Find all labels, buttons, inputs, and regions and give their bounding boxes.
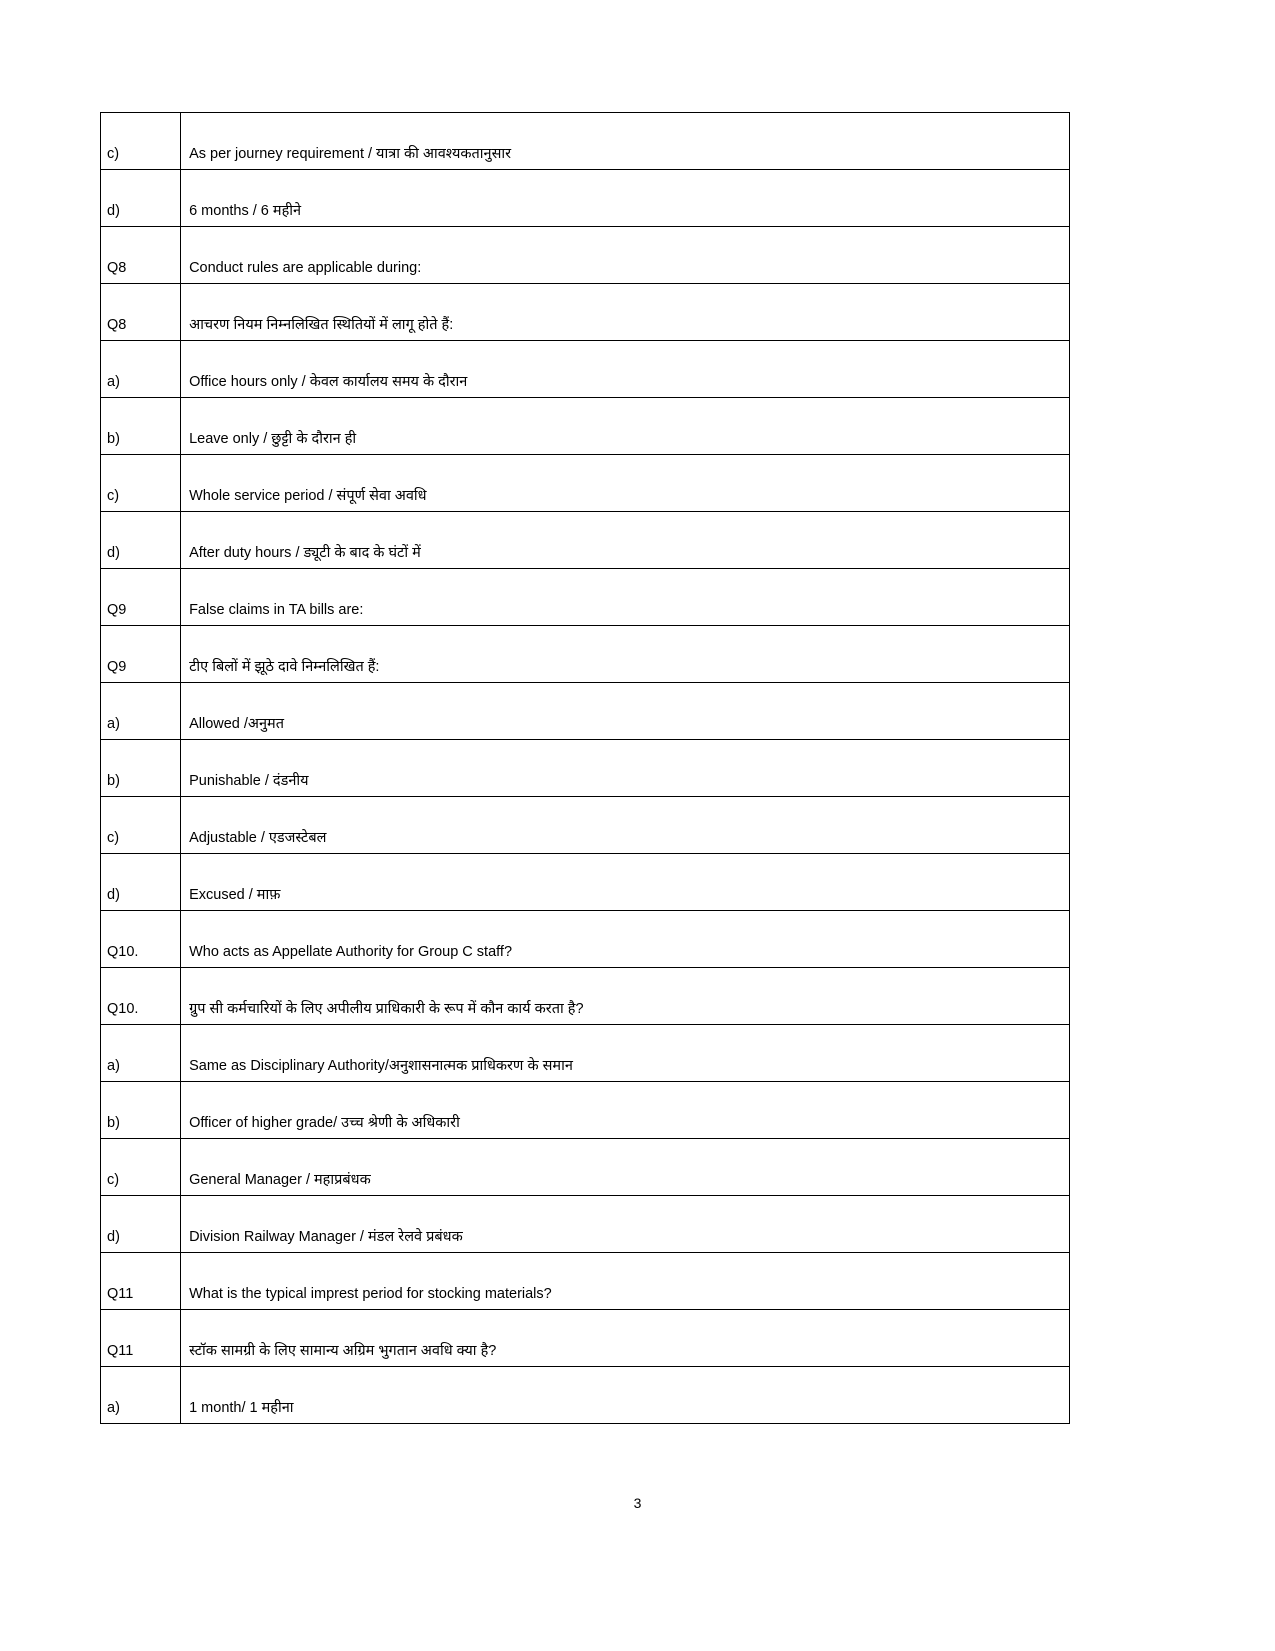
table-row	[101, 1253, 1070, 1310]
row-label: b)	[101, 1082, 181, 1139]
question-table-body	[101, 113, 1070, 1424]
row-text: 1 month/ 1 महीना	[181, 1367, 1070, 1424]
row-label: a)	[101, 341, 181, 398]
table-row	[101, 683, 1070, 740]
table-row	[101, 1310, 1070, 1367]
row-label: a)	[101, 683, 181, 740]
row-label: Q11	[101, 1310, 181, 1367]
table-row	[101, 1139, 1070, 1196]
row-text: Conduct rules are applicable during:	[181, 227, 1070, 284]
row-text: False claims in TA bills are:	[181, 569, 1070, 626]
row-text: What is the typical imprest period for stocking materials?	[181, 1253, 1070, 1310]
row-text: Whole service period / संपूर्ण सेवा अवधि	[181, 455, 1070, 512]
table-row	[101, 968, 1070, 1025]
row-text: टीए बिलों में झूठे दावे निम्नलिखित हैं:	[181, 626, 1070, 683]
row-text: आचरण नियम निम्नलिखित स्थितियों में लागू होते हैं:	[181, 284, 1070, 341]
table-row	[101, 512, 1070, 569]
table-row	[101, 854, 1070, 911]
row-text: Officer of higher grade/ उच्च श्रेणी के अधिकारी	[181, 1082, 1070, 1139]
row-label: Q8	[101, 227, 181, 284]
row-text: Same as Disciplinary Authority/अनुशासनात्मक प्राधिकरण के समान	[181, 1025, 1070, 1082]
table-row	[101, 797, 1070, 854]
row-label: a)	[101, 1367, 181, 1424]
row-text: Allowed /अनुमत	[181, 683, 1070, 740]
table-row	[101, 740, 1070, 797]
row-label: d)	[101, 512, 181, 569]
row-label: Q9	[101, 626, 181, 683]
row-text: Who acts as Appellate Authority for Group C staff?	[181, 911, 1070, 968]
row-label: d)	[101, 854, 181, 911]
table-row	[101, 170, 1070, 227]
table-row	[101, 1196, 1070, 1253]
table-row	[101, 455, 1070, 512]
row-text: ग्रुप सी कर्मचारियों के लिए अपीलीय प्राधिकारी के रूप में कौन कार्य करता है?	[181, 968, 1070, 1025]
table-row	[101, 284, 1070, 341]
question-table	[100, 112, 1070, 1424]
row-label: Q11	[101, 1253, 181, 1310]
row-label: Q10.	[101, 968, 181, 1025]
row-text: General Manager / महाप्रबंधक	[181, 1139, 1070, 1196]
row-text: 6 months / 6 महीने	[181, 170, 1070, 227]
row-text: स्टॉक सामग्री के लिए सामान्य अग्रिम भुगतान अवधि क्या है?	[181, 1310, 1070, 1367]
row-label: Q10.	[101, 911, 181, 968]
row-text: Office hours only / केवल कार्यालय समय के दौरान	[181, 341, 1070, 398]
table-row	[101, 341, 1070, 398]
table-row	[101, 1025, 1070, 1082]
row-text: Leave only / छुट्टी के दौरान ही	[181, 398, 1070, 455]
row-label: d)	[101, 1196, 181, 1253]
row-label: c)	[101, 455, 181, 512]
row-label: c)	[101, 797, 181, 854]
row-text: Punishable / दंडनीय	[181, 740, 1070, 797]
table-row	[101, 227, 1070, 284]
table-row	[101, 398, 1070, 455]
table-row	[101, 911, 1070, 968]
row-label: c)	[101, 1139, 181, 1196]
row-text: As per journey requirement / यात्रा की आवश्यकतानुसार	[181, 113, 1070, 170]
row-text: After duty hours / ड्यूटी के बाद के घंटों में	[181, 512, 1070, 569]
row-label: Q8	[101, 284, 181, 341]
row-label: d)	[101, 170, 181, 227]
table-row	[101, 569, 1070, 626]
row-label: a)	[101, 1025, 181, 1082]
table-row	[101, 626, 1070, 683]
row-label: b)	[101, 398, 181, 455]
page-number: 3	[633, 1495, 642, 1511]
table-row	[101, 1367, 1070, 1424]
row-text: Division Railway Manager / मंडल रेलवे प्रबंधक	[181, 1196, 1070, 1253]
row-label: b)	[101, 740, 181, 797]
table-row	[101, 113, 1070, 170]
row-text: Excused / माफ़	[181, 854, 1070, 911]
row-text: Adjustable / एडजस्टेबल	[181, 797, 1070, 854]
row-label: Q9	[101, 569, 181, 626]
row-label: c)	[101, 113, 181, 170]
table-row	[101, 1082, 1070, 1139]
